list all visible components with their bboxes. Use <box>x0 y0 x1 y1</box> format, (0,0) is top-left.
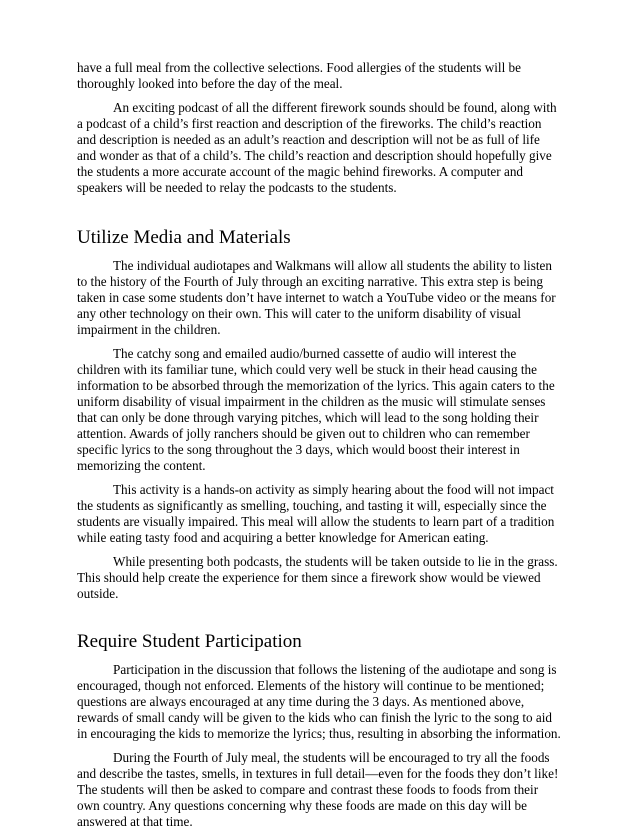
media-paragraph-1: The individual audiotapes and Walkmans will allow all students the ability to listen to the history of the Fourth of July through an exciting narrative. This extra step is being taken in case some students don’t have internet to watch a YouTube video or the means for any other technology on their own. This will cater to the uniform disability of visual impairment in the children. <box>77 258 556 337</box>
participation-paragraph-2: During the Fourth of July meal, the students will be encouraged to try all the foods and describe the tastes, smells, in textures in full detail—even for the foods they don’t like! The students will then be asked to compare and contrast these foods to foods from their own country. Any questions concerning why these foods are made on this day will be answered at that time. <box>77 750 559 829</box>
participation-paragraph-1: Participation in the discussion that follows the listening of the audiotape and song is encouraged, though not enforced. Elements of the history will continue to be mentioned; questions are always encouraged at any time during the 3 days. As mentioned above, rewards of small candy will be given to the kids who can finish the lyric to the song to aid in encouraging the kids to memorize the lyrics; thus, resulting in absorbing the information. <box>77 662 561 741</box>
intro-paragraph-2: An exciting podcast of all the different firework sounds should be found, along with a podcast of a child’s first reaction and description of the fireworks. The child’s reaction and description is needed as an adult’s reaction and description will not be as full of life and wonder as that of a child’s. The child’s reaction and description should hopefully give the students a more accurate account of the magic behind fireworks. A computer and speakers will be needed to relay the podcasts to the students. <box>77 100 557 195</box>
media-paragraph-4: While presenting both podcasts, the students will be taken outside to lie in the grass. This should help create the experience for them since a firework show would be viewed outside. <box>77 554 558 601</box>
section-heading-participation: Require Student Participation <box>77 631 302 652</box>
media-paragraph-3: This activity is a hands-on activity as simply hearing about the food will not impact the students as significantly as smelling, touching, and tasting it will, especially since the students are visually impaired. This meal will allow the students to learn part of a tradition while eating tasty food and acquiring a better knowledge for American eating. <box>77 482 555 545</box>
section-heading-media: Utilize Media and Materials <box>77 227 291 248</box>
intro-paragraph-1: have a full meal from the collective selections. Food allergies of the students will be thoroughly looked into before the day of the meal. <box>77 60 521 91</box>
media-paragraph-2: The catchy song and emailed audio/burned cassette of audio will interest the children with its familiar tune, which could very well be stuck in their head causing the information to be absorbed through the memorization of the lyrics. This again caters to the uniform disability of visual impairment in the children as the music will stimulate senses that can only be done through varying pitches, which will lead to the song holding their attention. Awards of jolly ranchers should be given out to children who can remember specific lyrics to the song throughout the 3 days, which would boost their interest in memorizing the content. <box>77 346 555 473</box>
document-page <box>77 60 561 838</box>
